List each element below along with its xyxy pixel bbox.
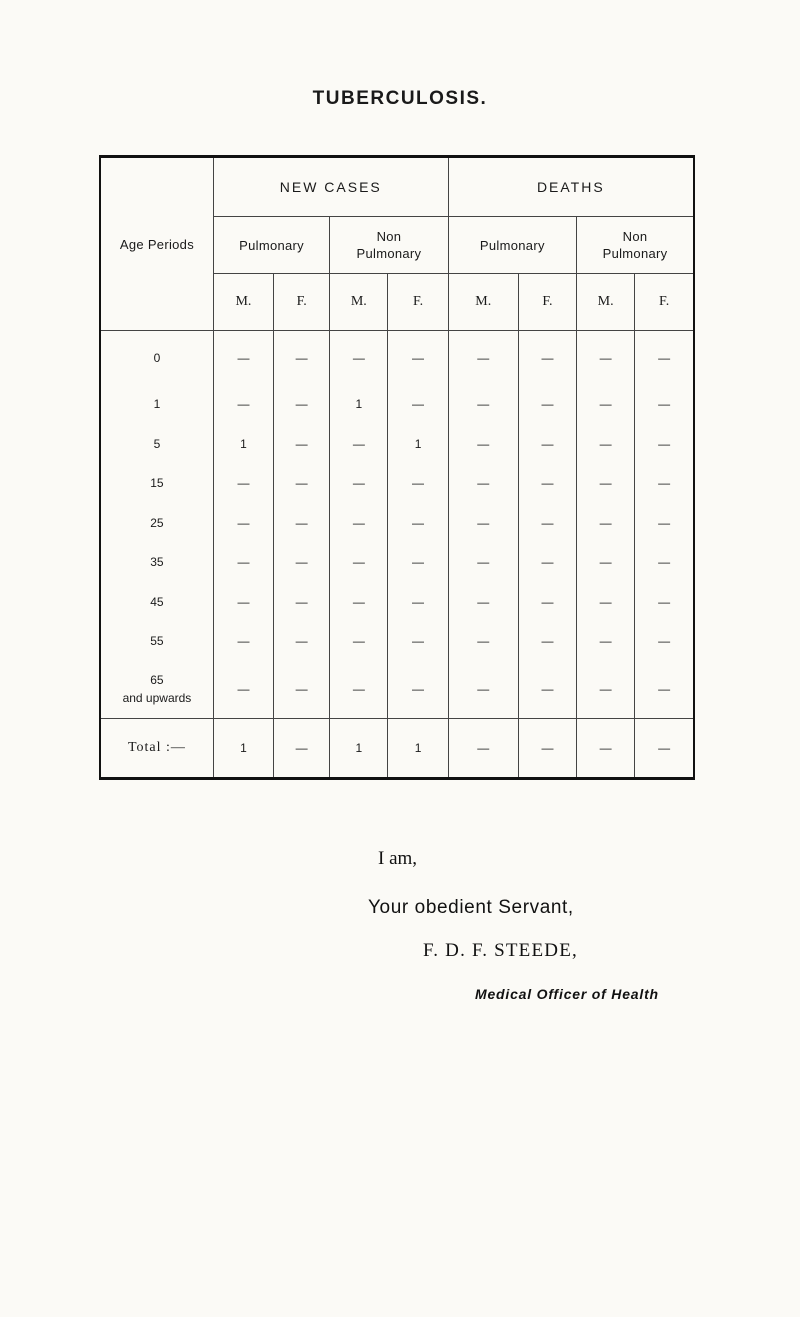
count-cell: — — [388, 622, 448, 661]
table-row — [100, 385, 694, 424]
count-cell: — — [635, 543, 694, 582]
count-cell: 1 — [330, 385, 388, 424]
count-cell: — — [274, 582, 330, 622]
count-cell: — — [448, 661, 518, 719]
count-cell: — — [448, 424, 518, 464]
count-cell: — — [577, 464, 635, 503]
total-cell: — — [577, 719, 635, 779]
count-cell: — — [448, 543, 518, 582]
page-title: TUBERCULOSIS. — [312, 88, 488, 109]
count-cell: — — [330, 543, 388, 582]
count-cell: — — [274, 543, 330, 582]
count-cell: — — [330, 331, 388, 385]
total-cell: — — [274, 719, 330, 779]
count-cell: — — [577, 331, 635, 385]
count-cell: — — [274, 385, 330, 424]
age-period-cell: 55 — [100, 622, 213, 661]
count-cell: — — [274, 622, 330, 661]
count-cell: 1 — [388, 424, 448, 464]
count-cell: — — [577, 661, 635, 719]
new-cases-non-pulmonary-header — [330, 217, 448, 274]
table-row — [100, 464, 694, 503]
age-period-cell: 25 — [100, 503, 213, 543]
count-cell: — — [448, 582, 518, 622]
deaths-non-pulmonary-header — [577, 217, 694, 274]
count-cell: — — [518, 582, 576, 622]
total-label: Total :— — [100, 719, 213, 779]
count-cell: — — [213, 543, 273, 582]
count-cell: — — [577, 543, 635, 582]
count-cell: — — [213, 661, 273, 719]
count-cell: — — [213, 385, 273, 424]
tuberculosis-table — [99, 155, 695, 780]
count-cell: — — [388, 582, 448, 622]
count-cell: — — [330, 661, 388, 719]
count-cell: — — [330, 464, 388, 503]
count-cell: — — [635, 503, 694, 543]
count-cell: — — [518, 331, 576, 385]
count-cell: — — [213, 503, 273, 543]
male-header: M. — [577, 274, 635, 331]
non-pulmonary-label: Non Pulmonary — [602, 229, 668, 261]
age-periods-header: Age Periods — [100, 157, 213, 331]
count-cell: — — [274, 464, 330, 503]
count-cell: — — [518, 385, 576, 424]
count-cell: — — [635, 331, 694, 385]
female-header: F. — [635, 274, 694, 331]
table-row — [100, 661, 694, 719]
female-header: F. — [518, 274, 576, 331]
age-period-cell: 65 and upwards — [100, 661, 213, 719]
count-cell: — — [577, 424, 635, 464]
count-cell: — — [518, 661, 576, 719]
table-row — [100, 622, 694, 661]
count-cell: — — [518, 503, 576, 543]
count-cell: — — [448, 385, 518, 424]
count-cell: — — [388, 543, 448, 582]
count-cell: — — [635, 385, 694, 424]
count-cell: — — [577, 385, 635, 424]
table-row — [100, 331, 694, 385]
count-cell: — — [388, 503, 448, 543]
age-period-cell: 15 — [100, 464, 213, 503]
count-cell: — — [330, 424, 388, 464]
count-cell: — — [330, 582, 388, 622]
male-header: M. — [330, 274, 388, 331]
age-period-cell: 5 — [100, 424, 213, 464]
closing-line: I am, — [378, 848, 418, 869]
count-cell: — — [213, 582, 273, 622]
count-cell: — — [635, 622, 694, 661]
count-cell: — — [274, 503, 330, 543]
count-cell: — — [577, 582, 635, 622]
male-header: M. — [213, 274, 273, 331]
count-cell: — — [274, 661, 330, 719]
count-cell: — — [388, 331, 448, 385]
count-cell: — — [388, 385, 448, 424]
count-cell: — — [330, 622, 388, 661]
count-cell: — — [274, 331, 330, 385]
count-cell: — — [448, 622, 518, 661]
deaths-header: DEATHS — [448, 157, 694, 217]
count-cell: — — [577, 622, 635, 661]
count-cell: — — [213, 622, 273, 661]
signatory-role: Medical Officer of Health — [475, 986, 659, 1002]
age-period-cell: 45 — [100, 582, 213, 622]
female-header: F. — [274, 274, 330, 331]
non-pulmonary-label: Non Pulmonary — [356, 229, 422, 261]
new-cases-header: NEW CASES — [213, 157, 448, 217]
count-cell: — — [388, 661, 448, 719]
new-cases-pulmonary-header: Pulmonary — [213, 217, 329, 274]
count-cell: — — [274, 424, 330, 464]
age-period-cell: 1 — [100, 385, 213, 424]
count-cell: — — [388, 464, 448, 503]
male-header: M. — [448, 274, 518, 331]
count-cell: — — [213, 464, 273, 503]
count-cell: — — [635, 661, 694, 719]
total-cell: 1 — [213, 719, 273, 779]
count-cell: — — [518, 424, 576, 464]
age-period-cell: 0 — [100, 331, 213, 385]
closing-servant: Your obedient Servant, — [368, 897, 574, 918]
total-cell: 1 — [330, 719, 388, 779]
table-row — [100, 582, 694, 622]
female-header: F. — [388, 274, 448, 331]
count-cell: — — [635, 582, 694, 622]
count-cell: — — [213, 331, 273, 385]
total-cell: — — [518, 719, 576, 779]
count-cell: — — [448, 503, 518, 543]
age-period-cell: 35 — [100, 543, 213, 582]
total-cell: 1 — [388, 719, 448, 779]
count-cell: — — [448, 331, 518, 385]
table-row — [100, 503, 694, 543]
total-cell: — — [448, 719, 518, 779]
deaths-pulmonary-header: Pulmonary — [448, 217, 576, 274]
table-row — [100, 543, 694, 582]
count-cell: — — [518, 543, 576, 582]
count-cell: — — [448, 464, 518, 503]
count-cell: — — [518, 622, 576, 661]
total-cell: — — [635, 719, 694, 779]
count-cell: — — [635, 464, 694, 503]
count-cell: — — [577, 503, 635, 543]
count-cell: — — [330, 503, 388, 543]
count-cell: — — [635, 424, 694, 464]
table-row — [100, 424, 694, 464]
count-cell: — — [518, 464, 576, 503]
total-row — [100, 719, 694, 779]
count-cell: 1 — [213, 424, 273, 464]
signatory-name: F. D. F. STEEDE, — [423, 940, 578, 961]
